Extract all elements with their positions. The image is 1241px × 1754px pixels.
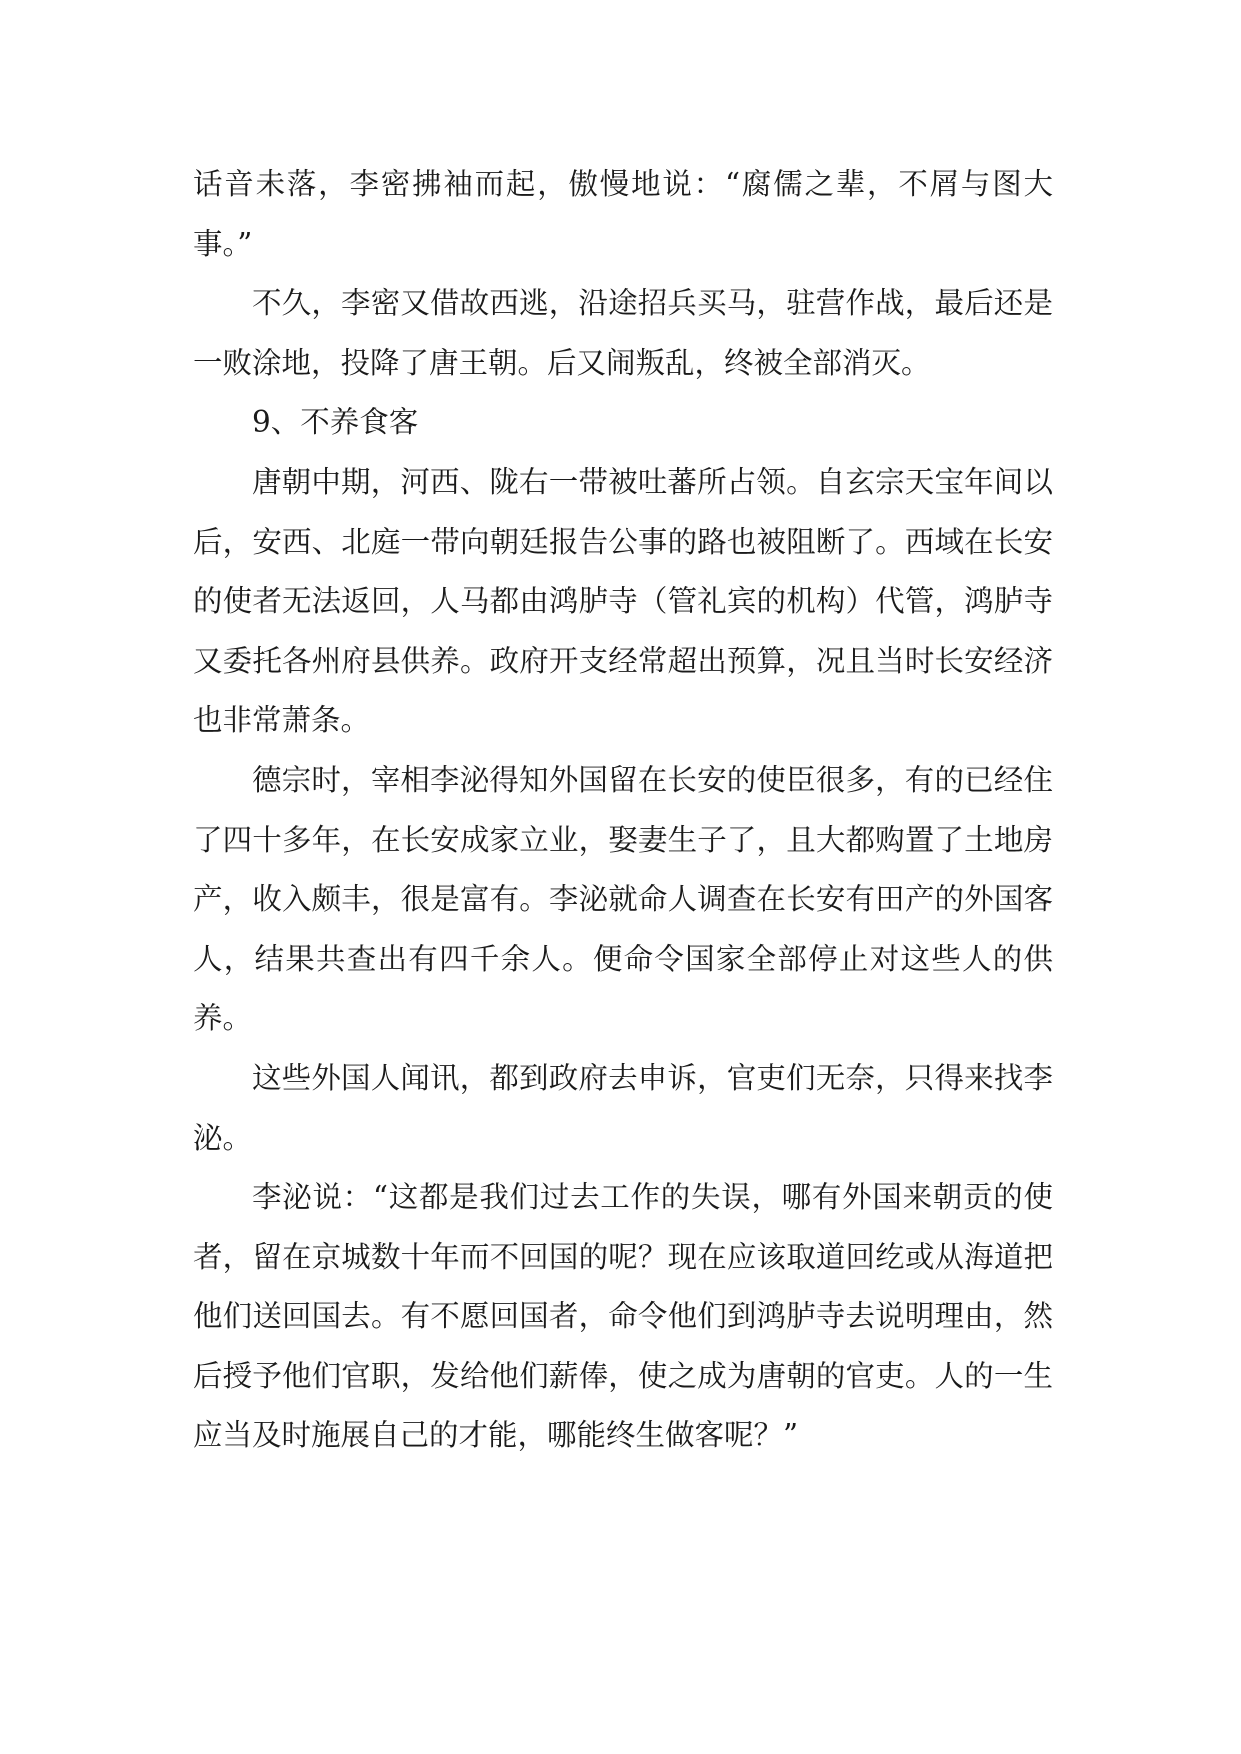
paragraph: 唐朝中期，河西、陇右一带被吐蕃所占领。自玄宗天宝年间以后，安西、北庭一带向朝廷报告公事的路也被阻断了。西域在长安的使者无法返回，人马都由鸿胪寺（管礼宾的机构）代管，鸿胪寺又委托各州府县供养。政府开支经常超出预算，况且当时长安经济也非常萧条。 <box>193 464 1053 738</box>
paragraph: 不久，李密又借故西逃，沿途招兵买马，驻营作战，最后还是一败涂地，投降了唐王朝。后又闹叛乱，终被全部消灭。 <box>193 286 1053 380</box>
paragraph: 李泌说：“这都是我们过去工作的失误，哪有外国来朝贡的使者，留在京城数十年而不回国的呢？现在应该取道回纥或从海道把他们送回国去。有不愿回国者，命令他们到鸿胪寺去说明理由，然后授予他们官职，发给他们薪俸，使之成为唐朝的官吏。人的一生应当及时施展自己的才能，哪能终生做客呢？” <box>193 1180 1053 1453</box>
paragraph-continuation: 话音未落，李密拂袖而起，傲慢地说：“腐儒之辈，不屑与图大事。” <box>193 167 1053 261</box>
document-body <box>193 155 1053 1466</box>
section-heading: 9、不养食客 <box>252 405 419 440</box>
paragraph: 这些外国人闻讯，都到政府去申诉，官吏们无奈，只得来找李泌。 <box>193 1060 1053 1155</box>
paragraph: 德宗时，宰相李泌得知外国留在长安的使臣很多，有的已经住了四十多年，在长安成家立业，娶妻生子了，且大都购置了土地房产，收入颇丰，很是富有。李泌就命人调查在长安有田产的外国客人，结果共查出有四千余人。便命令国家全部停止对这些人的供养。 <box>193 762 1053 1036</box>
